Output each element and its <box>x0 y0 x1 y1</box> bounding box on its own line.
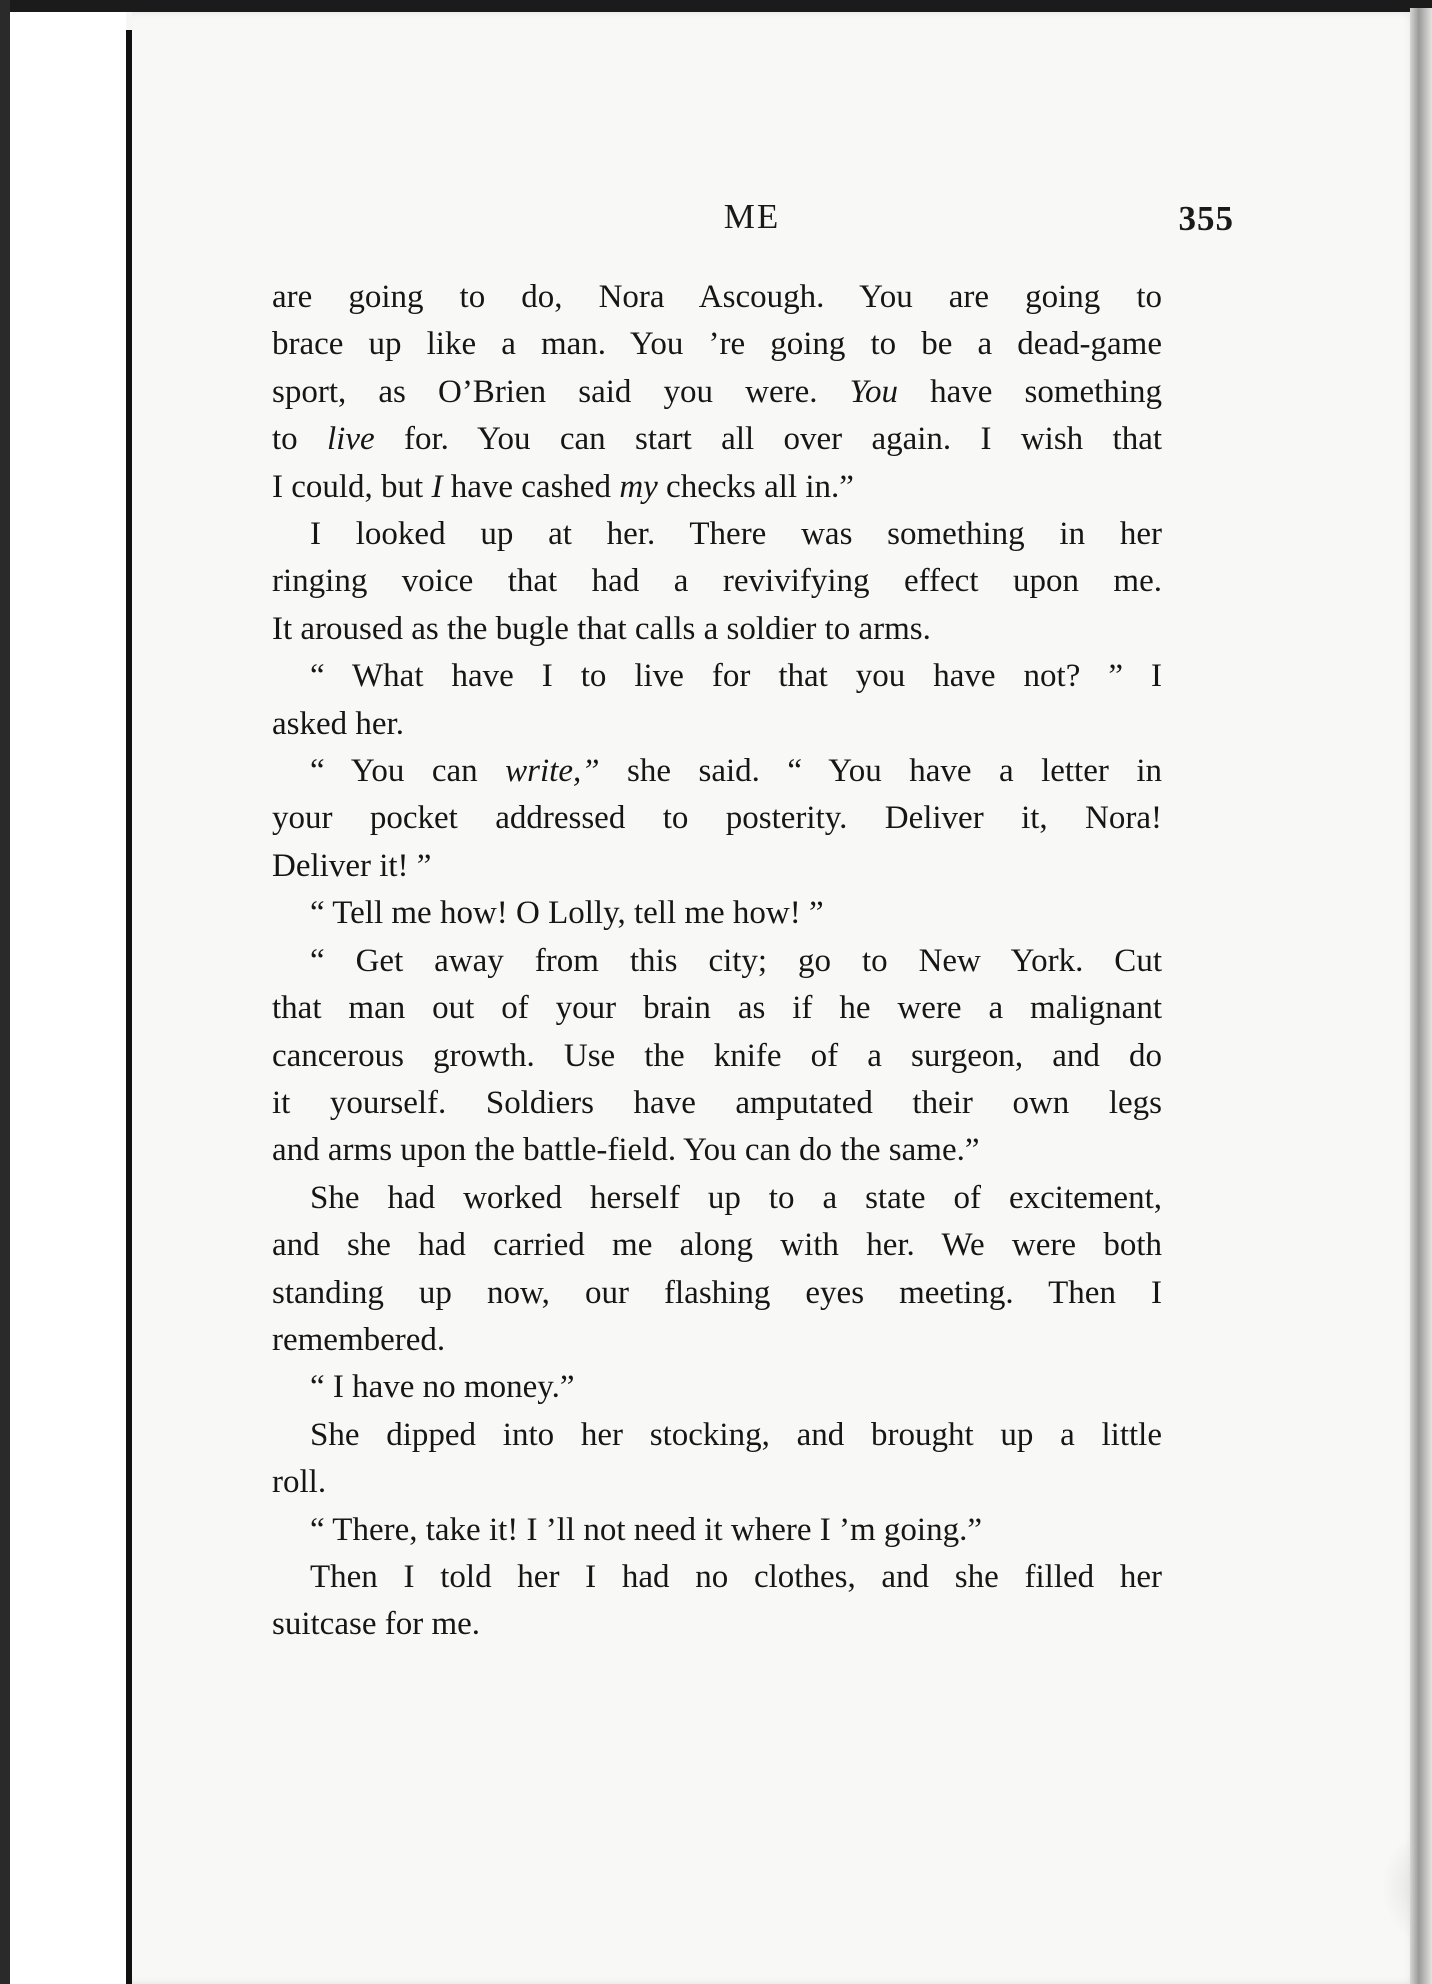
text-line: “ There, take it! I ’ll not need it where I ’m going.” <box>310 1511 982 1548</box>
italic-word: You <box>849 373 898 410</box>
scan-top-edge <box>0 0 1432 12</box>
text-line: roll. <box>272 1464 327 1501</box>
body-text <box>272 274 1162 1649</box>
text-line: “ I have no money.” <box>310 1369 575 1406</box>
book-gutter <box>10 12 126 1984</box>
text-line: your pocket addressed to posterity. Deliver it, Nora! <box>272 800 1162 837</box>
book-page <box>132 12 1417 1984</box>
text-line: that man out of your brain as if he were a malignant <box>272 990 1162 1027</box>
text-line: standing up now, our flashing eyes meeting. Then I <box>272 1274 1162 1311</box>
text-line: “ Get away from this city; go to New York. Cut <box>310 942 1162 979</box>
italic-word: my <box>619 468 658 505</box>
text-line: remembered. <box>272 1321 446 1358</box>
text-line: and arms upon the battle-field. You can do the same.” <box>272 1132 980 1169</box>
italic-word: write,” <box>505 753 600 790</box>
text-line: ringing voice that had a revivifying effect upon me. <box>272 563 1162 600</box>
text-line: Then I told her I had no clothes, and she filled her <box>310 1558 1162 1595</box>
text-line: to live for. You can start all over again. I wish that <box>272 421 1163 458</box>
italic-word: live <box>327 421 375 458</box>
page-number: 355 <box>1178 199 1234 238</box>
text-line: brace up like a man. You ’re going to be a dead-game <box>272 326 1162 363</box>
text-line: She dipped into her stocking, and brought up a little <box>310 1416 1162 1453</box>
running-head: ME <box>723 197 781 236</box>
text-line: I looked up at her. There was something in her <box>310 516 1162 553</box>
text-line: “ You can write,” she said. “ You have a letter in <box>310 753 1162 790</box>
text-line: “ Tell me how! O Lolly, tell me how! ” <box>310 895 824 932</box>
italic-word: I <box>431 468 443 505</box>
text-line: sport, as O’Brien said you were. You have something <box>272 373 1162 410</box>
scan-left-edge <box>0 0 10 1984</box>
text-line: “ What have I to live for that you have not? ” I <box>310 658 1162 695</box>
text-line: She had worked herself up to a state of excitement, <box>310 1179 1162 1216</box>
page-right-edge <box>1410 8 1432 1984</box>
text-line: Deliver it! ” <box>272 847 432 884</box>
text-line: and she had carried me along with her. We were both <box>272 1227 1162 1264</box>
text-line: are going to do, Nora Ascough. You are going to <box>272 279 1162 315</box>
text-line: asked her. <box>272 705 404 742</box>
text-line: I could, but I have cashed my checks all in.” <box>272 468 854 505</box>
text-line: it yourself. Soldiers have amputated their own legs <box>272 1084 1162 1121</box>
page-header <box>132 197 1417 247</box>
text-line: cancerous growth. Use the knife of a surgeon, and do <box>272 1037 1162 1074</box>
text-line: It aroused as the bugle that calls a soldier to arms. <box>272 610 931 647</box>
text-line: suitcase for me. <box>272 1606 481 1643</box>
